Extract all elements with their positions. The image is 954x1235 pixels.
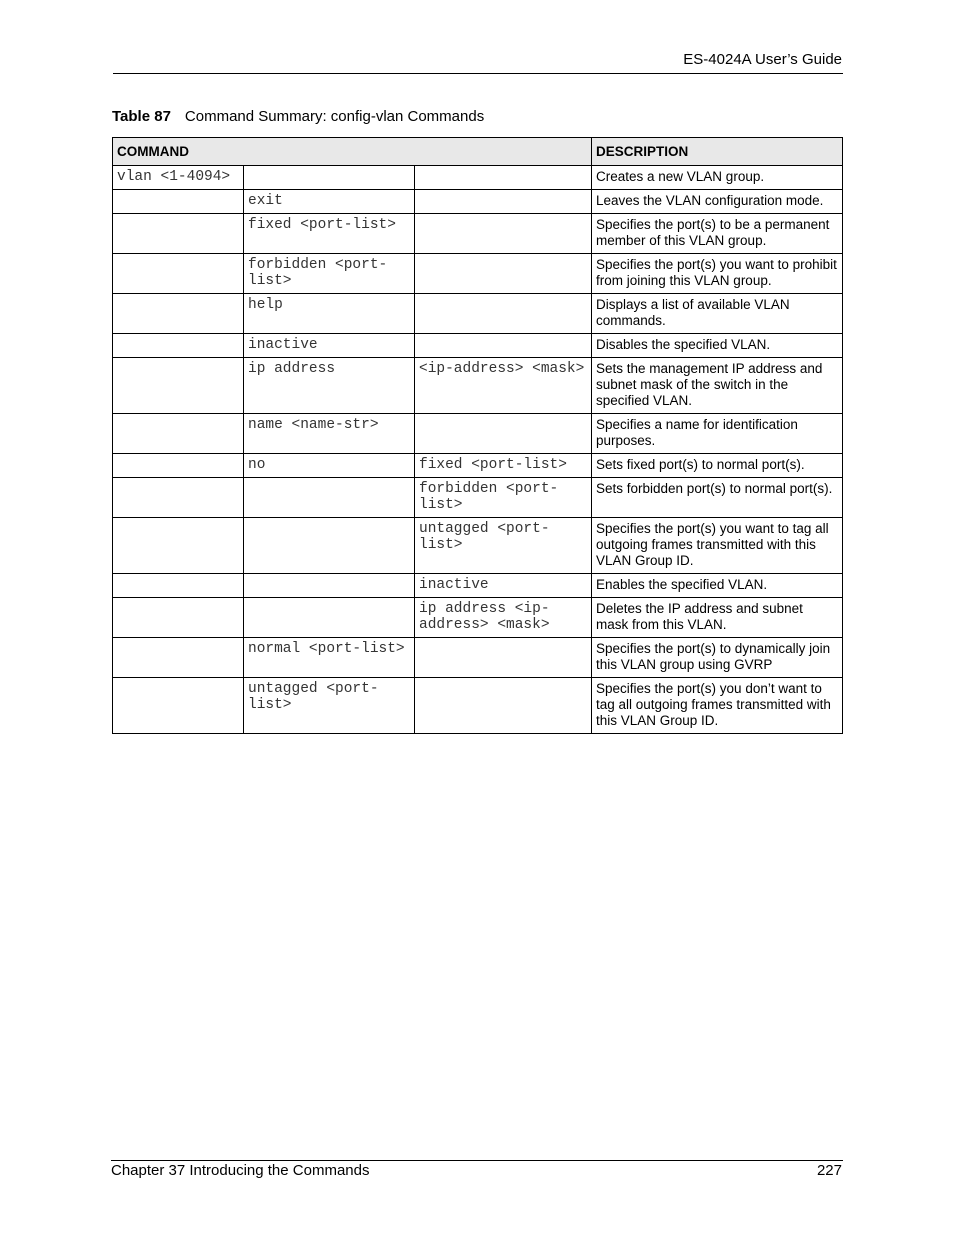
subcommand-cell: exit xyxy=(244,190,415,214)
footer-rule xyxy=(111,1160,843,1161)
command-cell xyxy=(113,190,244,214)
command-summary-table xyxy=(112,137,843,734)
description-cell: Specifies the port(s) to be a permanent member of this VLAN group. xyxy=(592,214,843,254)
command-cell xyxy=(113,334,244,358)
description-cell: Specifies the port(s) to dynamically join this VLAN group using GVRP xyxy=(592,638,843,678)
table-caption xyxy=(112,108,484,125)
argument-cell xyxy=(415,678,592,734)
column-header-description: DESCRIPTION xyxy=(592,138,843,166)
command-cell xyxy=(113,254,244,294)
description-cell: Deletes the IP address and subnet mask from this VLAN. xyxy=(592,598,843,638)
footer-page-number: 227 xyxy=(816,1162,842,1179)
command-cell xyxy=(113,518,244,574)
description-cell: Disables the specified VLAN. xyxy=(592,334,843,358)
argument-cell: fixed <port-list> xyxy=(415,454,592,478)
command-cell xyxy=(113,214,244,254)
table-row xyxy=(113,518,843,574)
header-rule xyxy=(113,73,843,74)
subcommand-cell: no xyxy=(244,454,415,478)
table-row xyxy=(113,574,843,598)
argument-cell xyxy=(415,638,592,678)
table-row xyxy=(113,254,843,294)
subcommand-cell xyxy=(244,518,415,574)
table-body xyxy=(113,166,843,734)
command-cell xyxy=(113,454,244,478)
argument-cell: <ip-address> <mask> xyxy=(415,358,592,414)
description-cell: Sets fixed port(s) to normal port(s). xyxy=(592,454,843,478)
command-cell xyxy=(113,478,244,518)
table-row xyxy=(113,166,843,190)
table-caption-text: Command Summary: config-vlan Commands xyxy=(184,108,485,125)
description-cell: Sets the management IP address and subnet mask of the switch in the specified VLAN. xyxy=(592,358,843,414)
argument-cell xyxy=(415,294,592,334)
description-cell: Sets forbidden port(s) to normal port(s). xyxy=(592,478,843,518)
description-cell: Specifies the port(s) you don’t want to tag all outgoing frames transmitted with this VLAN Group ID. xyxy=(592,678,843,734)
command-cell xyxy=(113,638,244,678)
command-cell xyxy=(113,358,244,414)
description-cell: Specifies a name for identification purposes. xyxy=(592,414,843,454)
argument-cell xyxy=(415,190,592,214)
command-cell xyxy=(113,598,244,638)
argument-cell xyxy=(415,214,592,254)
subcommand-cell: normal <port-list> xyxy=(244,638,415,678)
table-row xyxy=(113,334,843,358)
table-row xyxy=(113,454,843,478)
table-row xyxy=(113,358,843,414)
table-header-row xyxy=(113,138,843,166)
subcommand-cell xyxy=(244,166,415,190)
table-row xyxy=(113,414,843,454)
subcommand-cell: forbidden <port-list> xyxy=(244,254,415,294)
description-cell: Displays a list of available VLAN commands. xyxy=(592,294,843,334)
argument-cell: ip address <ip-address> <mask> xyxy=(415,598,592,638)
description-cell: Specifies the port(s) you want to tag all outgoing frames transmitted with this VLAN Group ID. xyxy=(592,518,843,574)
subcommand-cell: inactive xyxy=(244,334,415,358)
table-row xyxy=(113,190,843,214)
description-cell: Creates a new VLAN group. xyxy=(592,166,843,190)
subcommand-cell xyxy=(244,478,415,518)
table-row xyxy=(113,214,843,254)
argument-cell: untagged <port-list> xyxy=(415,518,592,574)
table-row xyxy=(113,478,843,518)
command-cell xyxy=(113,294,244,334)
command-cell xyxy=(113,678,244,734)
table-row xyxy=(113,678,843,734)
argument-cell xyxy=(415,166,592,190)
command-cell xyxy=(113,574,244,598)
description-cell: Leaves the VLAN configuration mode. xyxy=(592,190,843,214)
table-row xyxy=(113,294,843,334)
command-cell xyxy=(113,414,244,454)
description-cell: Specifies the port(s) you want to prohibit from joining this VLAN group. xyxy=(592,254,843,294)
column-header-command: COMMAND xyxy=(113,138,592,166)
table-row xyxy=(113,638,843,678)
table-row xyxy=(113,598,843,638)
argument-cell xyxy=(415,334,592,358)
argument-cell: forbidden <port-list> xyxy=(415,478,592,518)
subcommand-cell: ip address xyxy=(244,358,415,414)
command-cell: vlan <1-4094> xyxy=(113,166,244,190)
description-cell: Enables the specified VLAN. xyxy=(592,574,843,598)
argument-cell xyxy=(415,414,592,454)
subcommand-cell: help xyxy=(244,294,415,334)
subcommand-cell xyxy=(244,598,415,638)
argument-cell: inactive xyxy=(415,574,592,598)
subcommand-cell: untagged <port-list> xyxy=(244,678,415,734)
table-caption-label: Table 87 xyxy=(112,108,171,125)
argument-cell xyxy=(415,254,592,294)
subcommand-cell: name <name-str> xyxy=(244,414,415,454)
subcommand-cell: fixed <port-list> xyxy=(244,214,415,254)
subcommand-cell xyxy=(244,574,415,598)
footer-chapter: Chapter 37 Introducing the Commands xyxy=(111,1162,370,1179)
header-title: ES-4024A User’s Guide xyxy=(683,51,842,68)
